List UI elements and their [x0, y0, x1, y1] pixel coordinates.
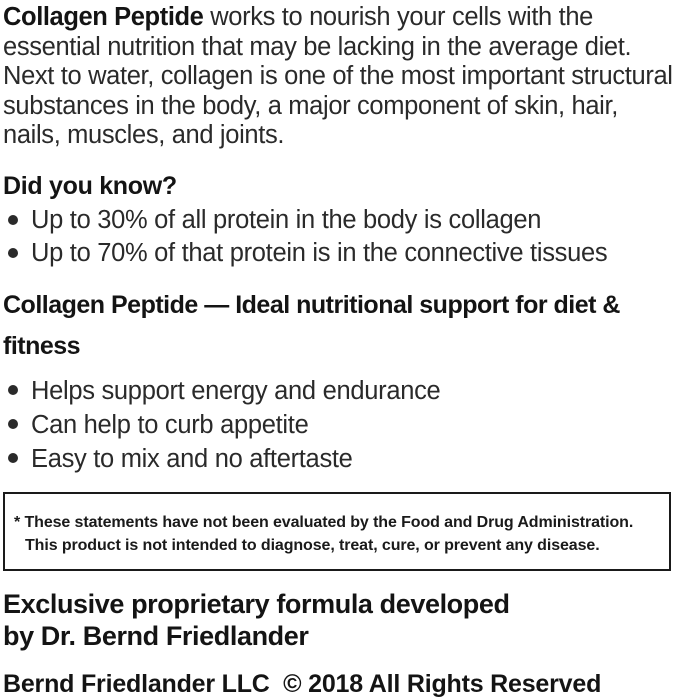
bullet-text: Up to 70% of that protein is in the connective tissues — [31, 238, 608, 267]
copyright-line: Bernd Friedlander LLC © 2018 All Rights Reserved — [3, 669, 602, 698]
bullet-text: Helps support energy and endurance — [31, 376, 441, 405]
intro-paragraph — [3, 3, 675, 151]
list-item — [3, 374, 675, 408]
list-item — [3, 204, 675, 237]
benefits-heading-line2: fitness — [3, 331, 81, 360]
did-you-know-section — [3, 172, 675, 270]
fda-disclaimer-line1: * These statements have not been evaluated by the Food and Drug Administration. — [14, 513, 634, 531]
did-you-know-heading: Did you know? — [3, 171, 177, 200]
list-item — [3, 442, 675, 476]
formula-credit — [3, 588, 675, 652]
did-you-know-list — [3, 204, 675, 270]
list-item — [3, 408, 675, 442]
bullet-icon — [8, 215, 18, 225]
benefits-section — [3, 285, 675, 476]
bullet-icon — [8, 453, 18, 463]
bullet-icon — [8, 419, 18, 429]
benefits-list — [3, 374, 675, 476]
fda-disclaimer-box — [3, 492, 671, 571]
formula-credit-line1: Exclusive proprietary formula developed — [3, 588, 510, 619]
fda-disclaimer-line2: This product is not intended to diagnose, treat, cure, or prevent any disease. — [25, 537, 600, 554]
formula-credit-line2: by Dr. Bernd Friedlander — [3, 620, 309, 651]
benefits-heading-line1: Collagen Peptide — Ideal nutritional support for diet & — [3, 290, 620, 319]
bullet-text: Easy to mix and no aftertaste — [31, 444, 353, 473]
bullet-icon — [8, 248, 18, 258]
list-item — [3, 237, 675, 270]
bullet-text: Up to 30% of all protein in the body is collagen — [31, 205, 542, 234]
bullet-icon — [8, 385, 18, 395]
benefits-heading — [3, 285, 675, 367]
bullet-text: Can help to curb appetite — [31, 410, 309, 439]
intro-lead-bold: Collagen Peptide — [3, 3, 204, 31]
intro-body-text: works to nourish your cells with the essential nutrition that may be lacking in the average diet. Next to water, collagen is one of the most important structural substances in the body, a major component of skin, hair, nails, muscles, and joints. — [3, 3, 673, 149]
